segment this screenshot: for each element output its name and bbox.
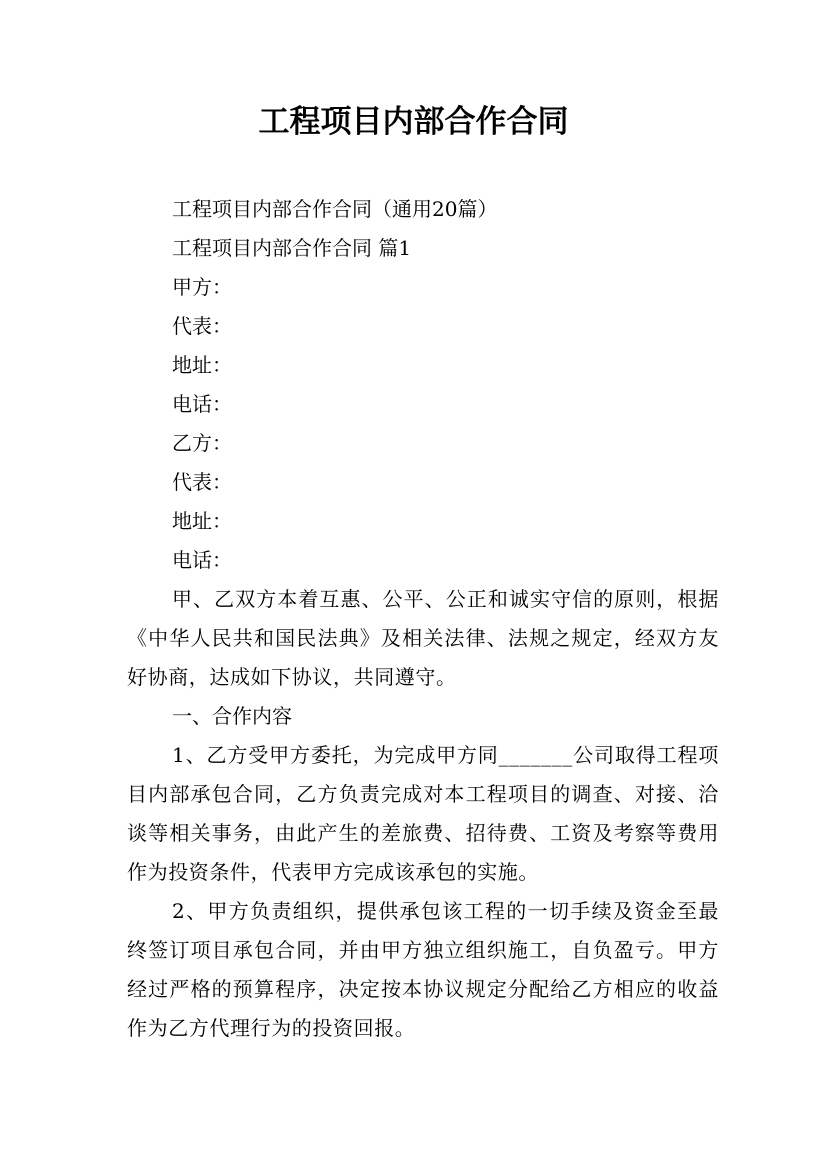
party-b-phone-label: 电话： [172, 548, 232, 572]
clause-1-heading: 一、合作内容 [172, 704, 292, 728]
section-heading: 工程项目内部合作合同 篇1 [172, 236, 412, 260]
party-b-label: 乙方： [172, 431, 232, 455]
document-body [127, 190, 719, 1048]
party-a-address-label: 地址： [172, 353, 232, 377]
intro-paragraph: 甲、乙双方本着互惠、公平、公正和诚实守信的原则，根据《中华人民共和国民法典》及相关法律、法规之规定，经双方友好协商，达成如下协议，共同遵守。 [127, 587, 719, 689]
document-title: 工程项目内部合作合同 [258, 104, 569, 140]
party-a-phone-label: 电话： [172, 392, 232, 416]
party-b-address-label: 地址： [172, 509, 232, 533]
party-a-representative-label: 代表： [172, 314, 232, 338]
clause-1-item-2: 2、甲方负责组织，提供承包该工程的一切手续及资金至最终签订项目承包合同，并由甲方独立组织施工，自负盈亏。甲方经过严格的预算程序，决定按本协议规定分配给乙方相应的收益作为乙方代理行为的投资回报。 [127, 899, 719, 1040]
document-subtitle: 工程项目内部合作合同（通用20篇） [172, 197, 498, 221]
clause-1-item-1: 1、乙方受甲方委托，为完成甲方同_______公司取得工程项目内部承包合同，乙方负责完成对本工程项目的调查、对接、洽谈等相关事务，由此产生的差旅费、招待费、工资及考察等费用作为投资条件，代表甲方完成该承包的实施。 [127, 743, 719, 884]
party-a-label: 甲方： [172, 275, 232, 299]
party-b-representative-label: 代表： [172, 470, 232, 494]
